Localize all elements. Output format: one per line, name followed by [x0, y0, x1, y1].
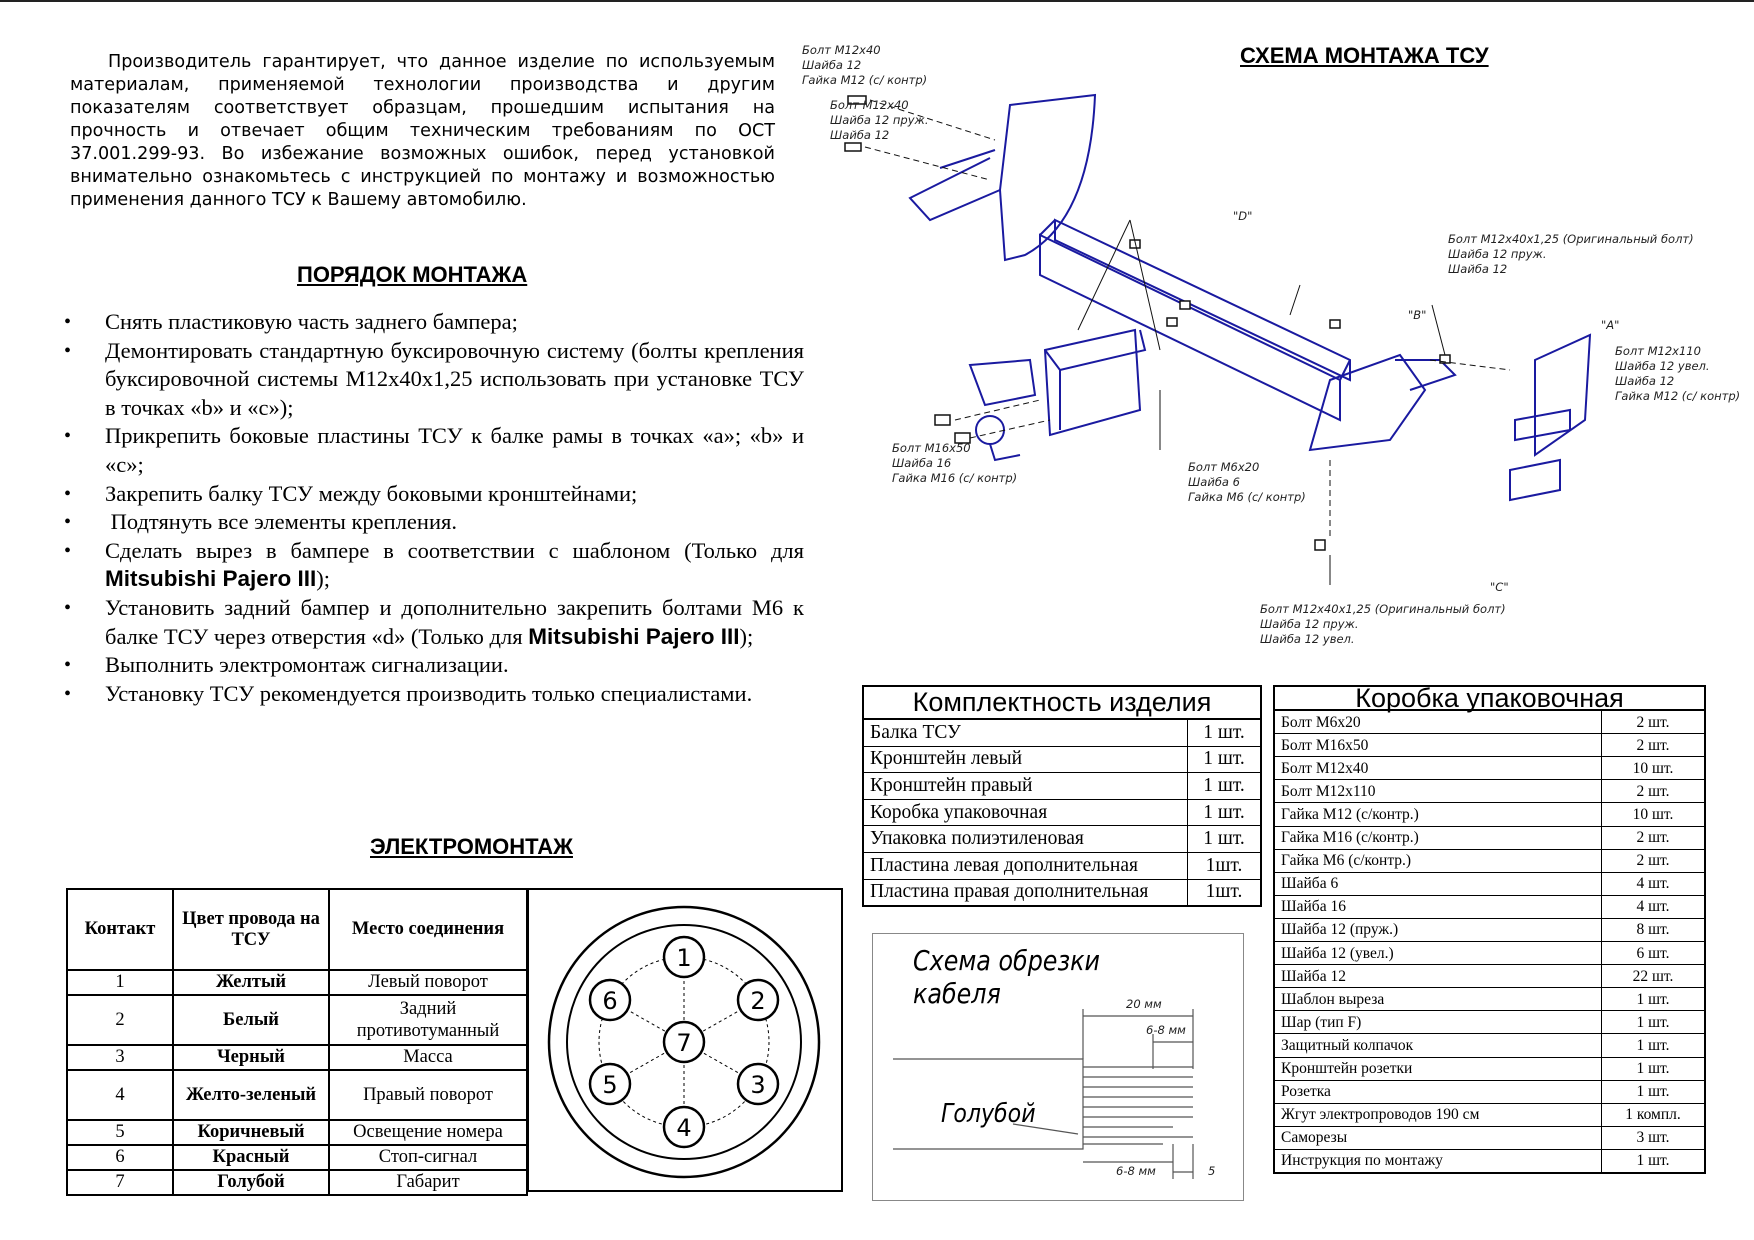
- table-row: 1 Желтый Левый поворот: [67, 970, 527, 995]
- table-row: Упаковка полиэтиленовая 1 шт.: [863, 826, 1261, 853]
- callout-original-bolt-bottom: Болт М12х40х1,25 (Оригинальный болт) Шайба 12 пруж. Шайба 12 увел.: [1260, 602, 1506, 646]
- pin-7: [664, 1022, 704, 1062]
- box-title: Коробка упаковочная: [1274, 686, 1705, 710]
- step-item: • Прикрепить боковые пластины ТСУ к балке рамы в точках «a»; «b» и «c»;: [62, 422, 804, 479]
- table-row: Шар (тип F) 1 шт.: [1274, 1011, 1705, 1034]
- table-row: Саморезы 3 шт.: [1274, 1126, 1705, 1149]
- cable-scheme-title: Схема обрезки кабеля: [913, 944, 1100, 1010]
- column-header: Место соединения: [329, 889, 527, 970]
- point-a-label: "A": [1601, 318, 1620, 332]
- step-item: • Установить задний бампер и дополнительно закрепить болтами М6 к балке ТСУ через отверстия «d» (Только для Mitsubishi Pajero III);: [62, 594, 804, 651]
- svg-text:4: 4: [676, 1114, 692, 1142]
- table-row: Болт М12х40 10 шт.: [1274, 757, 1705, 780]
- table-row: Жгут электропроводов 190 см 1 компл.: [1274, 1103, 1705, 1126]
- table-row: Гайка М12 (с/контр.) 10 шт.: [1274, 803, 1705, 826]
- svg-text:1: 1: [676, 944, 692, 972]
- svg-text:3: 3: [750, 1071, 766, 1099]
- table-row: 5 Коричневый Освещение номера: [67, 1120, 527, 1145]
- table-row: Гайка М16 (с/контр.) 2 шт.: [1274, 826, 1705, 849]
- table-row: Шайба 12 (увел.) 6 шт.: [1274, 942, 1705, 965]
- callout-bolt-m16x50: Болт М16х50 Шайба 16 Гайка М16 (с/ контр): [892, 441, 1018, 485]
- callout-bolt-m12x40-nut: Болт М12х40 Шайба 12 Гайка М12 (с/ контр): [802, 43, 928, 87]
- svg-text:2: 2: [750, 987, 766, 1015]
- table-row: Гайка М6 (с/контр.) 2 шт.: [1274, 849, 1705, 872]
- dim-total-label: 20 мм: [1126, 997, 1162, 1011]
- step-item: • Установку ТСУ рекомендуется производить только специалистами.: [62, 680, 804, 709]
- wire-color-label: Голубой: [941, 1099, 1036, 1129]
- step-item: • Сделать вырез в бампере в соответствии с шаблоном (Только для Mitsubishi Pajero III);: [62, 537, 804, 594]
- table-row: 6 Красный Стоп-сигнал: [67, 1145, 527, 1170]
- table-row: Шайба 12 22 шт.: [1274, 965, 1705, 988]
- dim-strip-label: 6-8 мм: [1146, 1023, 1186, 1037]
- table-row: 4 Желто-зеленый Правый поворот: [67, 1070, 527, 1120]
- pin-5: [590, 1064, 630, 1104]
- mounting-diagram: [790, 30, 1750, 670]
- electrical-title: ЭЛЕКТРОМОНТАЖ: [370, 834, 573, 859]
- table-row: 2 Белый Задний противотуманный: [67, 995, 527, 1045]
- step-item: • Закрепить балку ТСУ между боковыми кронштейнами;: [62, 480, 804, 509]
- socket-diagram: [527, 888, 843, 1192]
- kit-title: Комплектность изделия: [863, 686, 1261, 719]
- table-row: Шаблон выреза 1 шт.: [1274, 988, 1705, 1011]
- table-title-row: [1274, 686, 1705, 710]
- wiring-table: [66, 888, 528, 1196]
- model-name: Mitsubishi Pajero III: [528, 623, 740, 649]
- table-header-row: [67, 889, 527, 970]
- column-header: Контакт: [67, 889, 173, 970]
- step-item: • Подтянуть все элементы крепления.: [62, 508, 804, 537]
- dim-strip-bottom-label: 6-8 мм: [1116, 1164, 1156, 1178]
- packing-box-table: [1273, 682, 1706, 1174]
- svg-text:6: 6: [602, 987, 618, 1015]
- model-name: Mitsubishi Pajero III: [105, 566, 317, 592]
- callout-original-bolt-top: Болт М12х40х1,25 (Оригинальный болт) Шайба 12 пруж. Шайба 12: [1448, 232, 1694, 276]
- point-b-label: "B": [1408, 308, 1427, 322]
- table-row: Болт М12х110 2 шт.: [1274, 780, 1705, 803]
- table-row: Защитный колпачок 1 шт.: [1274, 1034, 1705, 1057]
- table-row: Пластина правая дополнительная 1шт.: [863, 879, 1261, 906]
- table-row: Болт М16х50 2 шт.: [1274, 734, 1705, 757]
- table-row: Шайба 16 4 шт.: [1274, 895, 1705, 918]
- table-row: Кронштейн розетки 1 шт.: [1274, 1057, 1705, 1080]
- svg-text:5: 5: [602, 1071, 618, 1099]
- pin-6: [590, 980, 630, 1020]
- pin-1: [664, 937, 704, 977]
- table-title-row: [863, 686, 1261, 719]
- cable-drawing: [873, 934, 1243, 1200]
- table-row: Кронштейн правый 1 шт.: [863, 773, 1261, 800]
- table-row: Шайба 12 (пруж.) 8 шт.: [1274, 918, 1705, 941]
- table-row: Шайба 6 4 шт.: [1274, 872, 1705, 895]
- callout-bolt-m12x110: Болт М12х110 Шайба 12 увел. Шайба 12 Гайка М12 (с/ контр): [1615, 344, 1741, 403]
- table-row: Инструкция по монтажу 1 шт.: [1274, 1149, 1705, 1173]
- table-row: 7 Голубой Габарит: [67, 1170, 527, 1195]
- table-row: Балка ТСУ 1 шт.: [863, 719, 1261, 746]
- table-row: Кронштейн левый 1 шт.: [863, 746, 1261, 773]
- callout-bolt-m6x20: Болт М6х20 Шайба 6 Гайка М6 (с/ контр): [1188, 460, 1306, 504]
- callout-bolt-m12x40-washer: Болт М12х40 Шайба 12 пруж. Шайба 12: [830, 98, 929, 142]
- pin-2: [738, 980, 778, 1020]
- cable-cutting-scheme: [872, 933, 1244, 1201]
- table-row: Болт М6х20 2 шт.: [1274, 710, 1705, 734]
- warranty-paragraph: Производитель гарантирует, что данное изделие по используемым материалам, применяемой технологии производства и другим показателям соответствует образцам, прошедшим испытания на прочность и отвечает общим техническим требованиям по ОСТ 37.001.299-93. Во избежание возможных ошибок, перед установкой внимательно ознакомьтесь с инструкцией по монтажу и возможностью применения данного ТСУ к Вашему автомобилю.: [70, 52, 775, 210]
- page-top-border: [0, 0, 1754, 2]
- mounting-diagram-title: СХЕМА МОНТАЖА ТСУ: [1240, 43, 1489, 68]
- installation-order-title: ПОРЯДОК МОНТАЖА: [297, 262, 528, 287]
- table-row: Розетка 1 шт.: [1274, 1080, 1705, 1103]
- point-c-label: "C": [1490, 580, 1509, 594]
- socket-drawing: [529, 890, 840, 1189]
- pin-4: [664, 1107, 704, 1147]
- column-header: Цвет провода на ТСУ: [173, 889, 329, 970]
- point-d-label: "D": [1233, 209, 1253, 223]
- table-row: Коробка упаковочная 1 шт.: [863, 799, 1261, 826]
- step-item: • Снять пластиковую часть заднего бампера;: [62, 308, 804, 337]
- svg-text:7: 7: [676, 1029, 692, 1057]
- step-item: • Выполнить электромонтаж сигнализации.: [62, 651, 804, 680]
- kit-contents-table: [862, 685, 1262, 907]
- step-item: • Демонтировать стандартную буксировочную систему (болты крепления буксировочной системы М12х40х1,25 использовать при установке ТСУ в точках «b» и «c»);: [62, 337, 804, 423]
- installation-steps-list: [62, 308, 804, 708]
- dim-small-label: 5: [1208, 1164, 1216, 1178]
- table-row: Пластина левая дополнительная 1шт.: [863, 852, 1261, 879]
- table-row: 3 Черный Масса: [67, 1045, 527, 1070]
- pin-3: [738, 1064, 778, 1104]
